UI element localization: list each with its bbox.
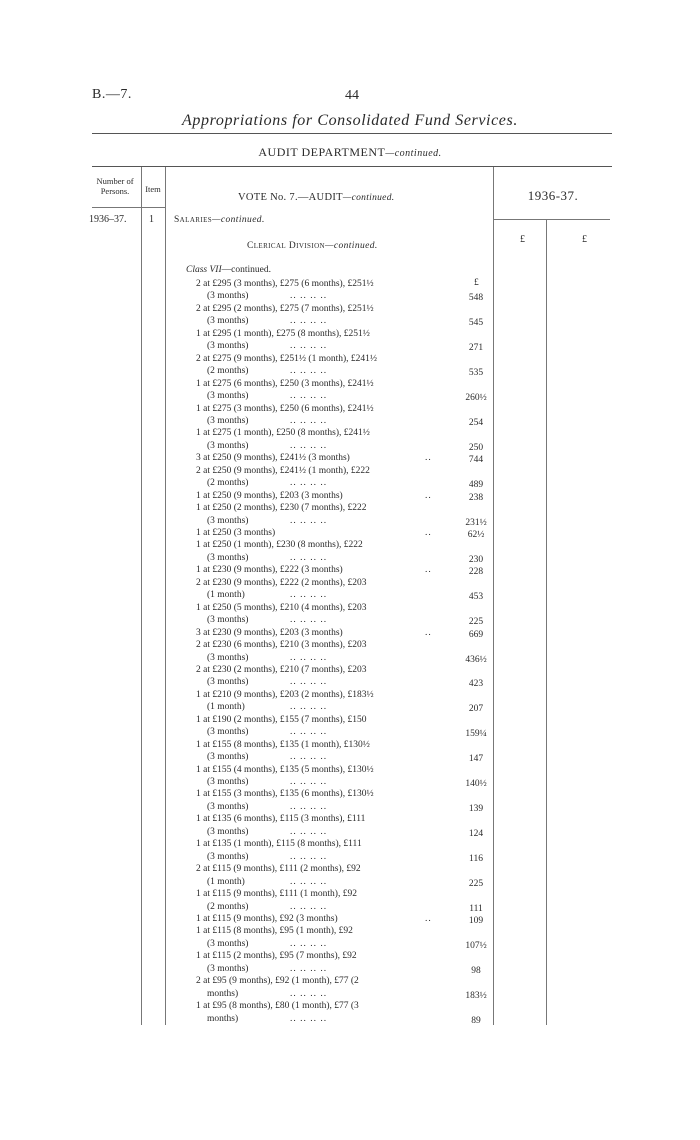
row-year: 1936–37.: [89, 214, 127, 225]
entry-line: 1 at £250 (1 month), £230 (8 months), £222: [196, 540, 363, 551]
entry-line: 2 at £230 (2 months), £210 (7 months), £203: [196, 664, 367, 675]
persons-column-divider: [141, 167, 142, 1025]
amount-column-divider-left: [493, 167, 494, 1025]
division-heading: [247, 241, 378, 251]
entry-line: 1 at £155 (8 months), £135 (1 month), £130½: [196, 739, 370, 750]
dot-leader: .. .. .. ..: [290, 963, 328, 974]
entry-amount: 548: [468, 293, 484, 304]
entry-line: 1 at £155 (4 months), £135 (5 months), £130½: [196, 764, 374, 775]
entry-line: 1 at £250 (9 months), £203 (3 months): [196, 490, 343, 501]
entry-continuation: (3 months): [207, 777, 249, 787]
dot-leader: .. .. .. ..: [290, 366, 328, 377]
dot-leader: .. .. .. ..: [290, 552, 328, 563]
entry-amount: 669: [468, 629, 484, 640]
entry-continuation: (3 months): [207, 652, 249, 663]
entry-amount: 231½: [465, 517, 487, 528]
entry-continuation: (3 months): [207, 291, 249, 302]
row-item-number: 1: [149, 214, 154, 225]
entry-continuation: months): [207, 1013, 239, 1024]
entry-amount: 228: [468, 567, 484, 578]
salaries-heading: [174, 215, 265, 225]
entry-continuation: (3 months): [207, 552, 249, 563]
entry-line: 1 at £115 (9 months), £111 (1 month), £92: [196, 889, 357, 900]
entry-amount: 545: [468, 318, 484, 329]
entry-line: 1 at £155 (3 months), £135 (6 months), £130½: [196, 789, 374, 800]
entry-amount: 111: [469, 903, 483, 914]
entry-amount: 230: [468, 554, 484, 565]
dot-leader: ..: [425, 453, 432, 464]
division-suffix: —continued.: [324, 241, 378, 251]
entry-continuation: (3 months): [207, 341, 249, 352]
dot-leader: ..: [425, 627, 432, 638]
entry-continuation: (3 months): [207, 316, 249, 327]
entry-amount: 159¼: [465, 729, 487, 740]
entry-amount: 225: [468, 617, 484, 628]
dot-leader: .. .. .. ..: [290, 876, 328, 887]
dot-leader: .. .. .. ..: [290, 988, 328, 999]
entry-line: 1 at £135 (6 months), £115 (3 months), £111: [196, 814, 366, 825]
entry-continuation: (3 months): [207, 677, 249, 688]
entry-continuation: (1 month): [207, 702, 245, 713]
entry-amount: 107½: [465, 940, 487, 951]
entry-line: 1 at £190 (2 months), £155 (7 months), £150: [196, 714, 367, 725]
entry-line: 1 at £210 (9 months), £203 (2 months), £183½: [196, 689, 374, 700]
class-suffix: —continued.: [221, 265, 271, 275]
header-year: 1936-37.: [527, 188, 579, 203]
class-label: Class VII: [186, 265, 222, 275]
entry-continuation: (2 months): [207, 901, 249, 912]
department-suffix: —continued.: [385, 148, 442, 159]
entry-amount: 250: [468, 442, 484, 453]
dot-leader: .. .. .. ..: [290, 652, 328, 663]
page-title: Appropriations for Consolidated Fund Services.: [182, 112, 518, 129]
entry-amount: 62½: [467, 530, 485, 540]
dot-leader: .. .. .. ..: [290, 341, 328, 352]
entry-amount: 140½: [465, 779, 487, 789]
dot-leader: .. .. .. ..: [290, 515, 328, 526]
dot-leader: .. .. .. ..: [290, 777, 328, 787]
header-item: Item: [145, 184, 161, 194]
entry-amount: 89: [471, 1015, 481, 1026]
table-top-rule: [92, 166, 612, 167]
dot-leader: ..: [425, 528, 432, 538]
entry-line: 2 at £115 (9 months), £111 (2 months), £92: [196, 864, 361, 875]
entry-continuation: (3 months): [207, 752, 249, 763]
dot-leader: .. .. .. ..: [290, 391, 328, 402]
entry-amount: 225: [468, 878, 484, 889]
entry-continuation: months): [207, 988, 239, 999]
entry-line: 1 at £250 (5 months), £210 (4 months), £203: [196, 602, 367, 613]
entry-amount: 183½: [465, 990, 487, 1001]
dot-leader: .. .. .. ..: [290, 851, 328, 862]
salaries-suffix: —continued.: [212, 215, 265, 225]
entry-line: 2 at £250 (9 months), £241½ (1 month), £222: [196, 465, 370, 476]
dot-leader: .. .. .. ..: [290, 801, 328, 812]
entry-line: 1 at £95 (8 months), £80 (1 month), £77 (3: [196, 1001, 359, 1012]
dot-leader: .. .. .. ..: [290, 901, 328, 912]
dot-leader: .. .. .. ..: [290, 590, 328, 601]
entry-continuation: (2 months): [207, 478, 249, 489]
dot-leader: .. .. .. ..: [290, 316, 328, 327]
department-heading: [0, 145, 700, 160]
header-number-of-persons: Number of Persons.: [96, 176, 134, 196]
entry-continuation: (3 months): [207, 963, 249, 974]
dot-leader: .. .. .. ..: [290, 702, 328, 713]
entry-continuation: (3 months): [207, 826, 249, 837]
vote-suffix: —continued.: [342, 193, 395, 203]
dot-leader: .. .. .. ..: [290, 415, 328, 426]
item-column-divider: [165, 167, 166, 1025]
dot-leader: ..: [425, 565, 432, 576]
dot-leader: .. .. .. ..: [290, 1013, 328, 1024]
entry-continuation: (3 months): [207, 440, 249, 451]
entry-line: 1 at £230 (9 months), £222 (3 months): [196, 565, 343, 576]
dot-leader: .. .. .. ..: [290, 727, 328, 738]
entry-continuation: (3 months): [207, 615, 249, 626]
dot-leader: .. .. .. ..: [290, 677, 328, 688]
dot-leader: .. .. .. ..: [290, 478, 328, 489]
entry-amount: 535: [468, 368, 484, 379]
vote-heading: [238, 192, 394, 203]
page-reference: B.—7.: [92, 87, 132, 102]
entry-amount: 423: [468, 679, 484, 690]
entry-line: 1 at £115 (2 months), £95 (7 months), £92: [196, 951, 357, 962]
entry-line: 1 at £275 (6 months), £250 (3 months), £241½: [196, 378, 374, 389]
salaries-label: Salaries: [174, 215, 213, 225]
entry-amount: 254: [468, 417, 484, 428]
pound-sign-left: £: [520, 234, 525, 245]
entry-amount: 109: [468, 915, 484, 926]
entry-line: 1 at £250 (3 months): [196, 528, 276, 538]
entry-line: 1 at £115 (8 months), £95 (1 month), £92: [196, 926, 353, 937]
entry-amount: 98: [471, 965, 481, 976]
entry-continuation: (3 months): [207, 801, 249, 812]
entry-line: 2 at £295 (2 months), £275 (7 months), £251½: [196, 303, 374, 314]
entry-amount: 260½: [465, 393, 487, 404]
entry-continuation: (2 months): [207, 366, 249, 377]
dot-leader: ..: [425, 913, 432, 924]
dot-leader: .. .. .. ..: [290, 291, 328, 302]
amount-unit: £: [474, 278, 479, 288]
department-name: AUDIT DEPARTMENT: [258, 145, 386, 159]
entry-line: 1 at £275 (1 month), £250 (8 months), £241½: [196, 428, 370, 439]
division-label: Clerical Division: [247, 241, 325, 251]
entry-line: 1 at £250 (2 months), £230 (7 months), £222: [196, 503, 367, 514]
entry-amount: 238: [468, 492, 484, 503]
page-number: 44: [345, 88, 359, 103]
entry-line: 1 at £135 (1 month), £115 (8 months), £111: [196, 839, 362, 850]
vote-title: VOTE No. 7.—AUDIT: [238, 192, 343, 203]
dot-leader: .. .. .. ..: [290, 826, 328, 837]
entry-amount: 453: [468, 592, 484, 603]
entry-continuation: (3 months): [207, 727, 249, 738]
entry-continuation: (1 month): [207, 590, 245, 601]
entry-amount: 147: [468, 754, 484, 765]
entry-continuation: (3 months): [207, 851, 249, 862]
entry-line: 1 at £275 (3 months), £250 (6 months), £241½: [196, 403, 374, 414]
dot-leader: .. .. .. ..: [290, 938, 328, 949]
dot-leader: ..: [425, 490, 432, 501]
amount-column-divider-right: [546, 220, 547, 1025]
entry-continuation: (3 months): [207, 938, 249, 949]
title-rule: [92, 133, 612, 134]
entry-amount: 436½: [465, 654, 487, 665]
year-header-rule: [494, 219, 610, 220]
entry-amount: 207: [468, 704, 484, 715]
entry-line: 3 at £230 (9 months), £203 (3 months): [196, 627, 343, 638]
entry-line: 2 at £295 (3 months), £275 (6 months), £251½: [196, 279, 374, 289]
dot-leader: .. .. .. ..: [290, 752, 328, 763]
entry-line: 1 at £115 (9 months), £92 (3 months): [196, 913, 338, 924]
dot-leader: .. .. .. ..: [290, 440, 328, 451]
entry-amount: 271: [468, 343, 484, 354]
dot-leader: .. .. .. ..: [290, 615, 328, 626]
entry-line: 2 at £230 (9 months), £222 (2 months), £203: [196, 577, 367, 588]
entry-continuation: (3 months): [207, 415, 249, 426]
entry-amount: 139: [468, 803, 484, 814]
entry-line: 2 at £275 (9 months), £251½ (1 month), £241½: [196, 353, 378, 364]
entry-amount: 116: [469, 853, 483, 864]
entry-line: 1 at £295 (1 month), £275 (8 months), £251½: [196, 328, 370, 339]
entry-amount: 744: [468, 455, 484, 466]
entry-continuation: (1 month): [207, 876, 245, 887]
persons-header-rule: [92, 207, 165, 208]
entry-amount: 489: [468, 480, 484, 491]
entry-line: 2 at £230 (6 months), £210 (3 months), £203: [196, 640, 367, 651]
entry-continuation: (3 months): [207, 391, 249, 402]
entry-line: 2 at £95 (9 months), £92 (1 month), £77 (2: [196, 976, 359, 987]
class-heading: [186, 265, 271, 275]
entry-line: 3 at £250 (9 months), £241½ (3 months): [196, 453, 350, 464]
pound-sign-right: £: [582, 234, 587, 245]
entry-continuation: (3 months): [207, 515, 249, 526]
entry-amount: 124: [468, 828, 484, 839]
